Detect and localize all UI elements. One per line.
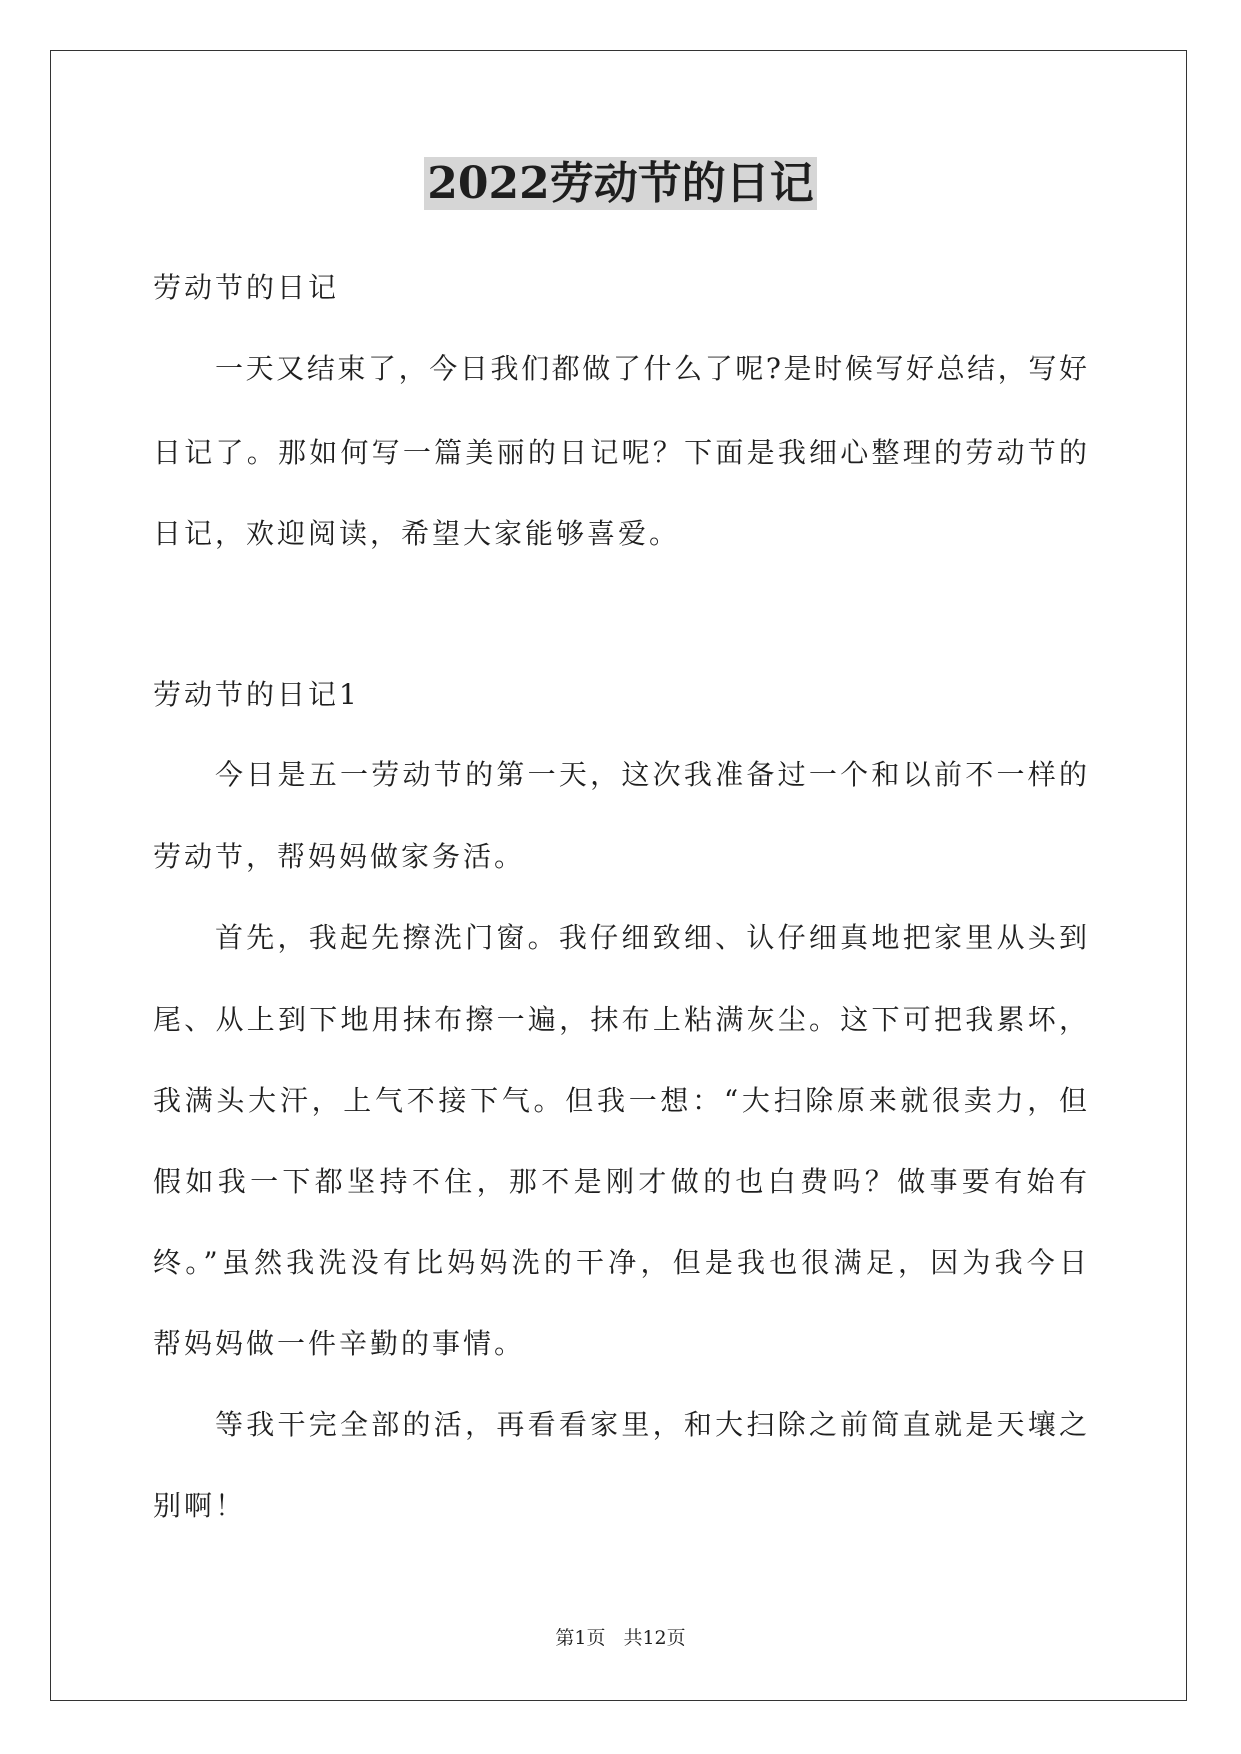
paragraph-line: 等我干完全部的活，再看看家里，和大扫除之前简直就是天壤之 (215, 1408, 1087, 1441)
document-title: 2022劳动节的日记 (424, 157, 816, 210)
section-heading: 劳动节的日记1 (153, 678, 360, 711)
total-pages-label: 共12页 (623, 1627, 686, 1649)
intro-line: 日记，欢迎阅读，希望大家能够喜爱。 (153, 517, 681, 550)
paragraph-line: 别啊！ (153, 1489, 247, 1522)
document-title-row (0, 157, 1241, 210)
intro-line: 一天又结束了，今日我们都做了什么了呢?是时候写好总结，写好 (215, 352, 1087, 385)
subtitle-heading: 劳动节的日记 (153, 271, 340, 304)
paragraph-line: 尾、从上到下地用抹布擦一遍，抹布上粘满灰尘。这下可把我累坏， (153, 1003, 1087, 1036)
intro-line: 日记了。那如何写一篇美丽的日记呢？下面是我细心整理的劳动节的 (153, 436, 1087, 469)
paragraph-line: 劳动节，帮妈妈做家务活。 (153, 840, 526, 873)
paragraph-line: 今日是五一劳动节的第一天，这次我准备过一个和以前不一样的 (215, 758, 1087, 791)
paragraph-line: 帮妈妈做一件辛勤的事情。 (153, 1327, 526, 1360)
paragraph-line: 终。”虽然我洗没有比妈妈洗的干净，但是我也很满足，因为我今日 (153, 1246, 1087, 1279)
paragraph-line: 我满头大汗，上气不接下气。但我一想：“大扫除原来就很卖力，但 (153, 1084, 1087, 1117)
page-footer (0, 1626, 1241, 1650)
paragraph-line: 假如我一下都坚持不住，那不是刚才做的也白费吗？做事要有始有 (153, 1165, 1087, 1198)
current-page-label: 第1页 (555, 1627, 606, 1649)
paragraph-line: 首先，我起先擦洗门窗。我仔细致细、认仔细真地把家里从头到 (215, 921, 1087, 954)
